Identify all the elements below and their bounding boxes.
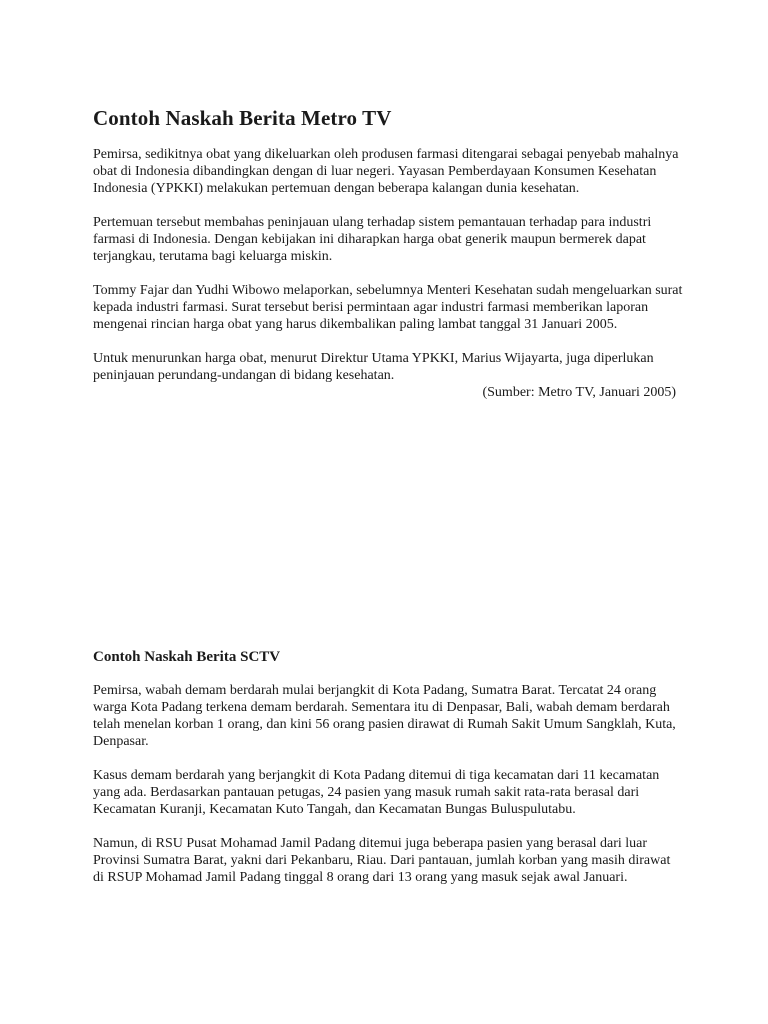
metro-tv-paragraph-3: Tommy Fajar dan Yudhi Wibowo melaporkan, sebelumnya Menteri Kesehatan sudah mengeluarkan surat kepada industri farmasi. Surat tersebut berisi permintaan agar industri farmasi memberikan laporan mengenai rincian harga obat yang harus dikembalikan paling lambat tanggal 31 Januari 2005. xyxy=(93,283,683,332)
metro-tv-section xyxy=(93,104,683,401)
sctv-section xyxy=(93,646,683,903)
metro-tv-paragraph-2: Pertemuan tersebut membahas peninjauan ulang terhadap sistem pemantauan terhadap para industri farmasi di Indonesia. Dengan kebijakan ini diharapkan harga obat generik maupun bermerek dapat terjangkau, terutama bagi keluarga miskin. xyxy=(93,215,652,264)
metro-tv-paragraph-1: Pemirsa, sedikitnya obat yang dikeluarkan oleh produsen farmasi ditengarai sebagai penyebab mahalnya obat di Indonesia dibandingkan dengan di luar negeri. Yayasan Pemberdayaan Konsumen Kesehatan Indonesia (YPKKI) melakukan pertemuan dengan beberapa kalangan dunia kesehatan. xyxy=(93,147,679,196)
sctv-title: Contoh Naskah Berita SCTV xyxy=(93,649,281,665)
metro-tv-source: (Sumber: Metro TV, Januari 2005) xyxy=(482,385,676,400)
sctv-paragraph-3: Namun, di RSU Pusat Mohamad Jamil Padang ditemui juga beberapa pasien yang berasal dari luar Provinsi Sumatra Barat, yakni dari Pekanbaru, Riau. Dari pantauan, jumlah korban yang masih dirawat di RSUP Mohamad Jamil Padang tinggal 8 orang dari 13 orang yang masuk sejak awal Januari. xyxy=(93,836,671,885)
metro-tv-paragraph-4: Untuk menurunkan harga obat, menurut Direktur Utama YPKKI, Marius Wijayarta, juga diperlukan peninjauan perundang-undangan di bidang kesehatan. xyxy=(93,351,654,383)
sctv-paragraph-1: Pemirsa, wabah demam berdarah mulai berjangkit di Kota Padang, Sumatra Barat. Tercatat 24 orang warga Kota Padang terkena demam berdarah. Sementara itu di Denpasar, Bali, wabah demam berdarah telah menelan korban 1 orang, dan kini 56 orang pasien dirawat di Rumah Sakit Umum Sangklah, Kuta, Denpasar. xyxy=(93,683,676,749)
sctv-paragraph-2: Kasus demam berdarah yang berjangkit di Kota Padang ditemui di tiga kecamatan dari 11 kecamatan yang ada. Berdasarkan pantauan petugas, 24 pasien yang masuk rumah sakit rata-rata berasal dari Kecamatan Kuranji, Kecamatan Kuto Tangah, dan Kecamatan Bungas Buluspulutabu. xyxy=(93,768,660,817)
metro-tv-title: Contoh Naskah Berita Metro TV xyxy=(93,106,392,130)
